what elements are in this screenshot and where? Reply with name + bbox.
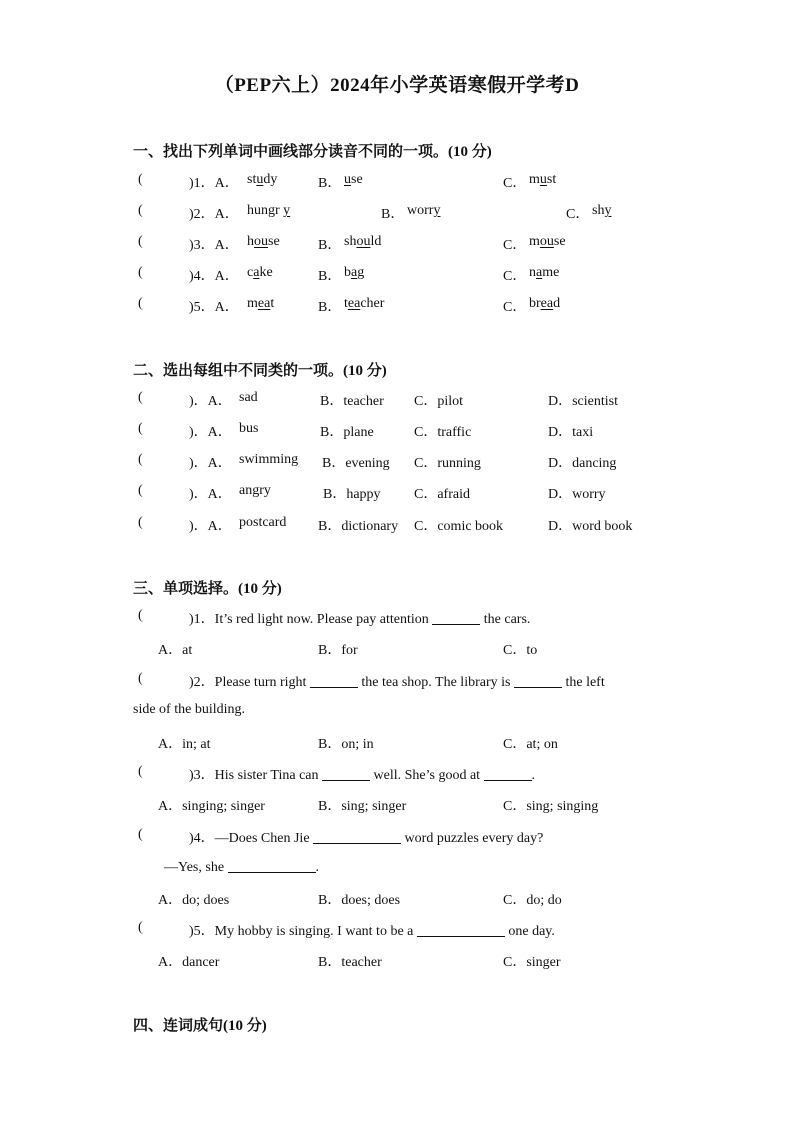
option-b-label: B． bbox=[318, 176, 342, 191]
option-d: D．scientist bbox=[548, 394, 618, 409]
option-b: B．teacher bbox=[318, 955, 382, 970]
option-a: A．singing; singer bbox=[158, 799, 265, 814]
question-number: )．A． bbox=[189, 394, 232, 409]
option-d: D．worry bbox=[548, 487, 606, 502]
section-4-heading: 四、连词成句(10 分) bbox=[133, 1018, 267, 1034]
answer-blank[interactable] bbox=[313, 829, 401, 844]
paren-open: ( bbox=[138, 608, 143, 623]
option-a: A．do; does bbox=[158, 893, 230, 908]
paren-open: ( bbox=[138, 421, 143, 436]
section-2-heading: 二、选出每组中不同类的一项。(10 分) bbox=[133, 363, 387, 379]
option-b-label: B． bbox=[318, 300, 342, 315]
option-c: C．running bbox=[414, 456, 481, 471]
answer-blank[interactable] bbox=[484, 766, 532, 781]
option-b-label: B． bbox=[381, 207, 405, 222]
option-b: B．evening bbox=[322, 456, 390, 471]
stem-text: )5．My hobby is singing. I want to be a one day. bbox=[189, 924, 555, 939]
option-d: D．word book bbox=[548, 519, 633, 534]
paren-open: ( bbox=[138, 452, 143, 467]
section-3-heading: 三、单项选择。(10 分) bbox=[133, 581, 282, 597]
option-b: B．on; in bbox=[318, 737, 374, 752]
paren-open: ( bbox=[138, 296, 143, 311]
option-c-label: C． bbox=[503, 176, 527, 191]
option-c: C．do; do bbox=[503, 893, 562, 908]
question-number: )4．A． bbox=[189, 269, 239, 284]
option-b: B．does; does bbox=[318, 893, 401, 908]
answer-blank[interactable] bbox=[514, 673, 562, 688]
option-a: A．dancer bbox=[158, 955, 220, 970]
question-number: )．A． bbox=[189, 425, 232, 440]
stem-text: )1．It’s red light now. Please pay attention the cars. bbox=[189, 612, 531, 627]
option-c-label: C． bbox=[503, 238, 527, 253]
stem-text: )2．Please turn right the tea shop. The library is the left bbox=[189, 675, 605, 690]
option-c: C．at; on bbox=[503, 737, 558, 752]
option-b-word: bag bbox=[344, 265, 365, 280]
option-b-word: worry bbox=[407, 203, 441, 218]
option-c-word: shy bbox=[592, 203, 612, 218]
paren-open: ( bbox=[138, 234, 143, 249]
option-a-word: cake bbox=[247, 265, 273, 280]
option-b: B．for bbox=[318, 643, 358, 658]
option-b: B．plane bbox=[320, 425, 374, 440]
option-c-word: must bbox=[529, 172, 557, 187]
question-number: )．A． bbox=[189, 487, 232, 502]
option-a-word: study bbox=[247, 172, 278, 187]
option-b: B．happy bbox=[323, 487, 381, 502]
paren-open: ( bbox=[138, 483, 143, 498]
option-b-label: B． bbox=[318, 238, 342, 253]
option-c-word: name bbox=[529, 265, 560, 280]
option-c: C．to bbox=[503, 643, 538, 658]
option-a-word: house bbox=[247, 234, 280, 249]
paren-open: ( bbox=[138, 265, 143, 280]
question-number: )．A． bbox=[189, 456, 232, 471]
paren-open: ( bbox=[138, 515, 143, 530]
option-a: A．at bbox=[158, 643, 193, 658]
question-number: )1．A． bbox=[189, 176, 239, 191]
option-c: C．sing; singing bbox=[503, 799, 599, 814]
question-number: )5．A． bbox=[189, 300, 239, 315]
option-c: C．comic book bbox=[414, 519, 504, 534]
option-b-word: use bbox=[344, 172, 363, 187]
stem-continuation: side of the building. bbox=[133, 702, 245, 717]
paren-open: ( bbox=[138, 920, 143, 935]
option-b: B．teacher bbox=[320, 394, 384, 409]
option-c: C．afraid bbox=[414, 487, 470, 502]
option-c-label: C． bbox=[566, 207, 590, 222]
option-b-word: teacher bbox=[344, 296, 385, 311]
paren-open: ( bbox=[138, 390, 143, 405]
stem-text: )3．His sister Tina can well. She’s good at . bbox=[189, 768, 536, 783]
option-b-label: B． bbox=[318, 269, 342, 284]
option-a-word: meat bbox=[247, 296, 275, 311]
option-a: postcard bbox=[239, 515, 287, 530]
option-a: swimming bbox=[239, 452, 299, 467]
answer-blank[interactable] bbox=[322, 766, 370, 781]
option-c: C．singer bbox=[503, 955, 561, 970]
option-b: B．dictionary bbox=[318, 519, 399, 534]
answer-blank[interactable] bbox=[432, 610, 480, 625]
paren-open: ( bbox=[138, 671, 143, 686]
option-c-label: C． bbox=[503, 300, 527, 315]
question-number: )3．A． bbox=[189, 238, 239, 253]
option-c-word: bread bbox=[529, 296, 561, 311]
stem-text: )4．—Does Chen Jie word puzzles every day? bbox=[189, 831, 544, 846]
question-number: )2．A． bbox=[189, 207, 239, 222]
option-a-word: hungr y bbox=[247, 203, 291, 218]
answer-blank[interactable] bbox=[417, 922, 505, 937]
question-number: )．A． bbox=[189, 519, 232, 534]
option-a: sad bbox=[239, 390, 258, 405]
option-c-label: C． bbox=[503, 269, 527, 284]
option-b-word: should bbox=[344, 234, 382, 249]
paren-open: ( bbox=[138, 764, 143, 779]
answer-blank[interactable] bbox=[310, 673, 358, 688]
option-a: angry bbox=[239, 483, 271, 498]
page-title: （PEP六上）2024年小学英语寒假开学考D bbox=[214, 75, 580, 96]
answer-blank[interactable] bbox=[228, 858, 316, 873]
paren-open: ( bbox=[138, 827, 143, 842]
option-c: C．pilot bbox=[414, 394, 464, 409]
section-1-heading: 一、找出下列单词中画线部分读音不同的一项。(10 分) bbox=[133, 144, 492, 160]
option-d: D．taxi bbox=[548, 425, 594, 440]
option-a: bus bbox=[239, 421, 259, 436]
option-d: D．dancing bbox=[548, 456, 617, 471]
option-c: C．traffic bbox=[414, 425, 472, 440]
paren-open: ( bbox=[138, 203, 143, 218]
paren-open: ( bbox=[138, 172, 143, 187]
option-b: B．sing; singer bbox=[318, 799, 407, 814]
option-a: A．in; at bbox=[158, 737, 211, 752]
option-c-word: mouse bbox=[529, 234, 566, 249]
reply-text: —Yes, she . bbox=[164, 860, 320, 875]
